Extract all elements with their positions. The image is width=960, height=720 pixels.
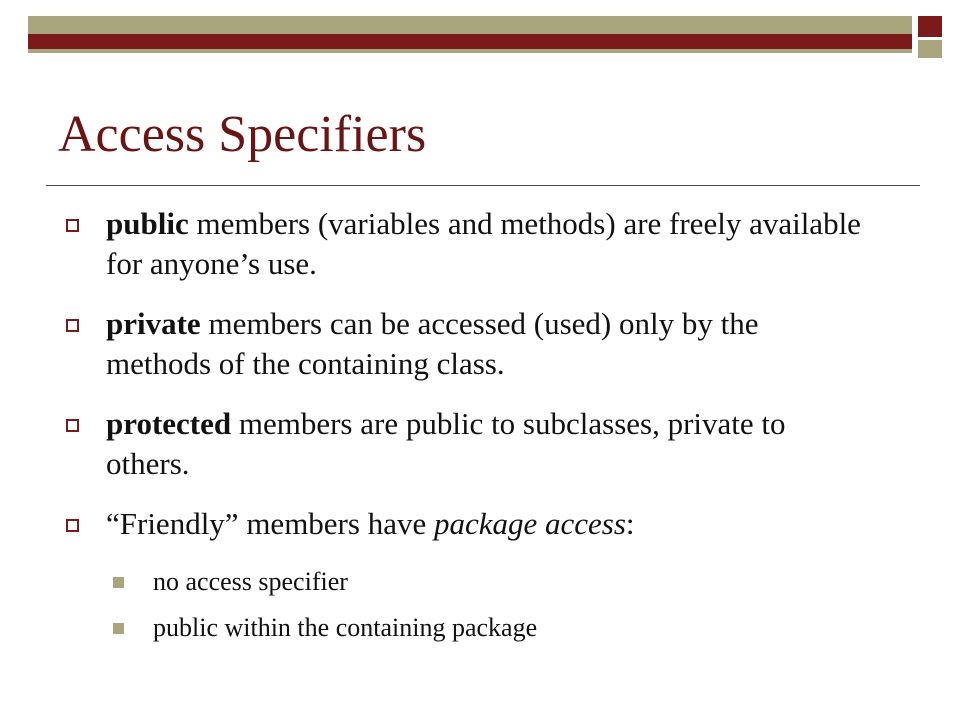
sub-bullet-no-specifier bbox=[113, 566, 348, 598]
bullet-keyword: public bbox=[106, 206, 189, 241]
bullet-text bbox=[106, 404, 866, 484]
bullet-friendly bbox=[66, 504, 866, 544]
bullet-private bbox=[66, 304, 866, 384]
filled-square-icon bbox=[113, 623, 124, 634]
header-band-olive-bottom bbox=[28, 49, 912, 53]
slide-title: Access Specifiers bbox=[58, 106, 427, 163]
bullet-emphasis: package access bbox=[433, 506, 626, 541]
filled-square-icon bbox=[113, 577, 124, 588]
hollow-square-icon bbox=[66, 419, 79, 432]
bullet-lead: “Friendly” members have bbox=[106, 506, 434, 541]
bullet-text bbox=[106, 204, 866, 284]
corner-block-olive bbox=[918, 40, 942, 58]
bullet-tail: : bbox=[625, 506, 635, 541]
bullet-protected bbox=[66, 404, 866, 484]
bullet-keyword: protected bbox=[106, 406, 232, 441]
sub-bullet-text: no access specifier bbox=[153, 567, 348, 596]
title-divider bbox=[46, 185, 920, 186]
bullet-body: members can be accessed (used) only by the methods of the containing class. bbox=[106, 306, 759, 381]
bullet-public bbox=[66, 204, 866, 284]
bullet-text bbox=[106, 304, 866, 384]
hollow-square-icon bbox=[66, 319, 79, 332]
hollow-square-icon bbox=[66, 219, 79, 232]
sub-bullet-public-within-package bbox=[113, 612, 537, 644]
corner-block-red bbox=[918, 16, 942, 37]
hollow-square-icon bbox=[66, 519, 79, 532]
header-band-red bbox=[28, 34, 912, 49]
bullet-text bbox=[106, 504, 866, 544]
bullet-body: members are public to subclasses, private to others. bbox=[106, 406, 786, 481]
bullet-body: members (variables and methods) are freely available for anyone’s use. bbox=[106, 206, 861, 281]
header-band-olive-top bbox=[28, 16, 912, 34]
bullet-keyword: private bbox=[106, 306, 201, 341]
sub-bullet-text: public within the containing package bbox=[153, 613, 538, 642]
